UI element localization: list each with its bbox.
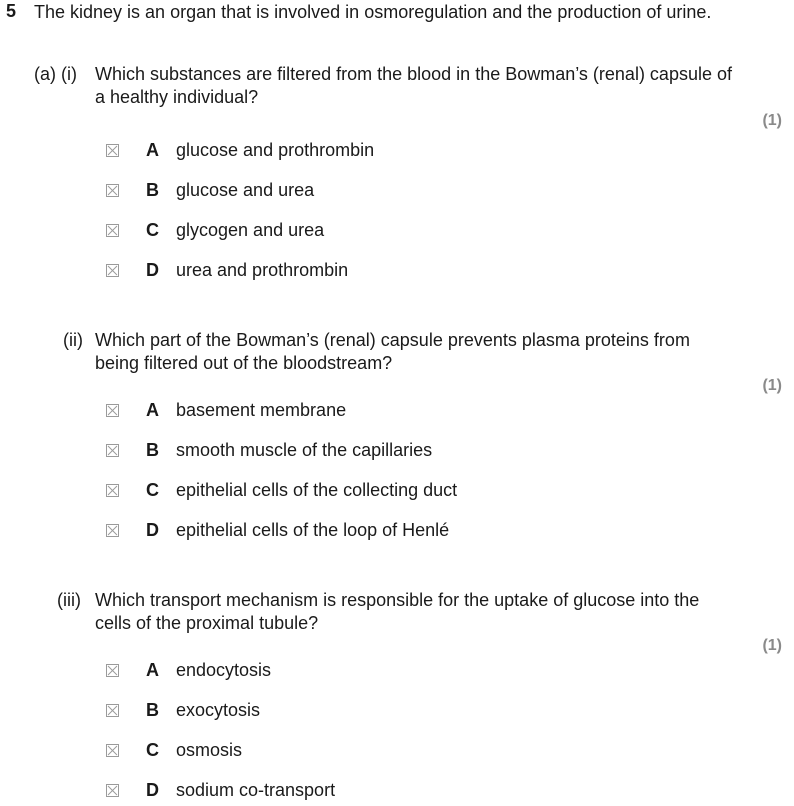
checkbox-crossed-icon[interactable] xyxy=(106,144,119,157)
option-letter: A xyxy=(146,399,159,420)
option-text: epithelial cells of the loop of Henlé xyxy=(176,519,450,540)
checkbox-crossed-icon[interactable] xyxy=(106,444,119,457)
option-letter: D xyxy=(146,519,159,540)
checkbox-crossed-icon[interactable] xyxy=(106,404,119,417)
option-letter: C xyxy=(146,739,159,760)
checkbox-crossed-icon[interactable] xyxy=(106,784,119,797)
part-question-text: Which substances are filtered from the blood in the Bowman’s (renal) capsule of a healthy individual? xyxy=(95,64,732,107)
checkbox-crossed-icon[interactable] xyxy=(106,224,119,237)
part-label: (iii) xyxy=(57,590,81,610)
question-stem: The kidney is an organ that is involved in osmoregulation and the production of urine. xyxy=(34,2,712,22)
option-text: smooth muscle of the capillaries xyxy=(176,439,433,460)
question-number: 5 xyxy=(6,1,17,21)
option-row[interactable] xyxy=(106,479,457,501)
option-text: urea and prothrombin xyxy=(176,259,349,280)
option-row[interactable] xyxy=(106,179,314,201)
checkbox-crossed-icon[interactable] xyxy=(106,264,119,277)
option-text: basement membrane xyxy=(176,399,347,420)
option-text: osmosis xyxy=(176,739,243,760)
option-letter: B xyxy=(146,179,159,200)
option-letter: C xyxy=(146,479,159,500)
option-letter: B xyxy=(146,439,159,460)
marks-label: (1) xyxy=(762,377,782,394)
option-letter: D xyxy=(146,259,159,280)
part-question-text: Which part of the Bowman’s (renal) capsule prevents plasma proteins from being filtered out of the bloodstream? xyxy=(95,330,690,373)
option-letter: C xyxy=(146,219,159,240)
part-label: (a) (i) xyxy=(34,64,77,84)
option-row[interactable] xyxy=(106,739,242,761)
checkbox-crossed-icon[interactable] xyxy=(106,484,119,497)
part-label: (ii) xyxy=(63,330,83,350)
option-row[interactable] xyxy=(106,399,346,421)
option-row[interactable] xyxy=(106,659,271,681)
checkbox-crossed-icon[interactable] xyxy=(106,704,119,717)
option-row[interactable] xyxy=(106,779,335,801)
option-letter: D xyxy=(146,779,159,800)
option-text: glucose and prothrombin xyxy=(176,139,375,160)
option-letter: A xyxy=(146,139,159,160)
marks-label: (1) xyxy=(762,112,782,129)
option-letter: B xyxy=(146,699,159,720)
option-text: endocytosis xyxy=(176,659,272,680)
checkbox-crossed-icon[interactable] xyxy=(106,744,119,757)
checkbox-crossed-icon[interactable] xyxy=(106,524,119,537)
option-row[interactable] xyxy=(106,139,374,161)
checkbox-crossed-icon[interactable] xyxy=(106,184,119,197)
option-text: epithelial cells of the collecting duct xyxy=(176,479,458,500)
option-row[interactable] xyxy=(106,699,260,721)
option-text: sodium co-transport xyxy=(176,779,336,800)
option-row[interactable] xyxy=(106,219,324,241)
part-question-text: Which transport mechanism is responsible for the uptake of glucose into the cells of the proximal tubule? xyxy=(95,590,700,633)
marks-label: (1) xyxy=(762,637,782,654)
option-letter: A xyxy=(146,659,159,680)
option-row[interactable] xyxy=(106,259,348,281)
option-text: exocytosis xyxy=(176,699,261,720)
option-row[interactable] xyxy=(106,519,449,541)
option-text: glycogen and urea xyxy=(176,219,325,240)
option-text: glucose and urea xyxy=(176,179,315,200)
checkbox-crossed-icon[interactable] xyxy=(106,664,119,677)
option-row[interactable] xyxy=(106,439,432,461)
